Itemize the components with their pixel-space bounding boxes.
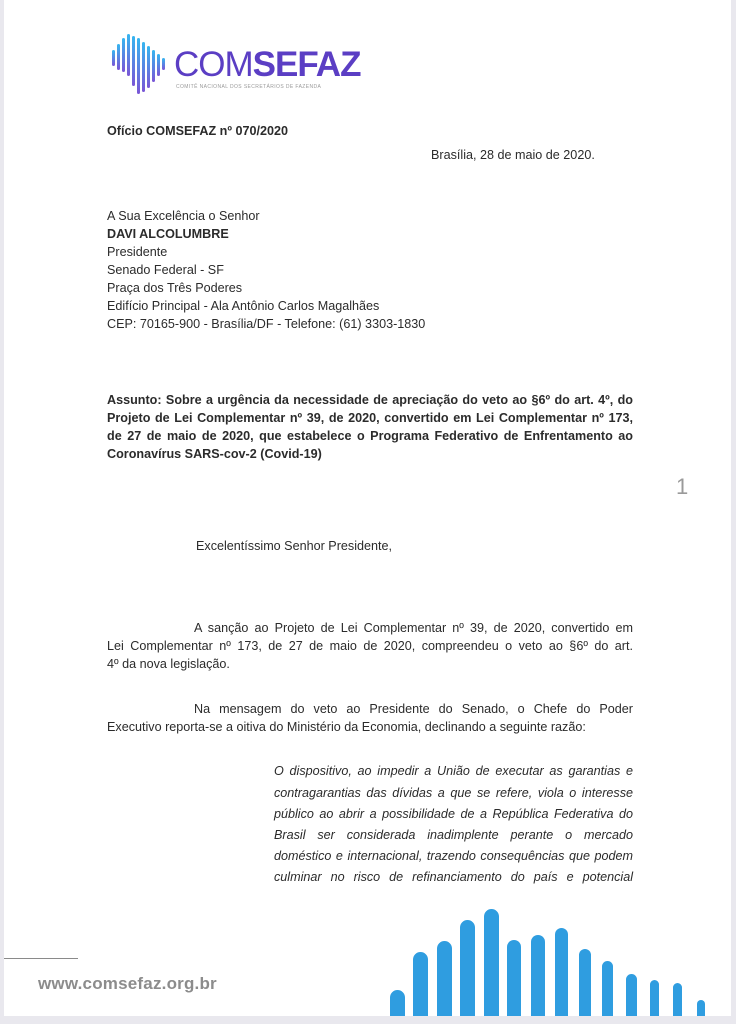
recipient-org: Senado Federal - SF	[107, 263, 224, 277]
recipient-address-1: Praça dos Três Poderes	[107, 281, 243, 295]
footer-divider	[4, 958, 78, 959]
logo-word-thin: COM	[174, 45, 253, 84]
footer-bar	[484, 909, 499, 1016]
recipient-address-3: CEP: 70165-900 - Brasília/DF - Telefone: (61) 3303-1830	[107, 317, 426, 331]
footer-bar	[626, 974, 637, 1016]
footer-bar	[650, 980, 659, 1016]
quote-line: público ao abrir a possibilidade de a República Federativa do	[274, 807, 633, 821]
footer-website-link[interactable]: www.comsefaz.org.br	[38, 974, 217, 993]
recipient-address-2: Edifício Principal - Ala Antônio Carlos Magalhães	[107, 299, 380, 313]
oficio-number: Ofício COMSEFAZ nº 070/2020	[107, 124, 288, 138]
logo-word-bold: SEFAZ	[252, 45, 361, 84]
paragraph-line: Executivo reporta-se a oitiva do Ministério da Economia, declinando a seguinte razão:	[107, 720, 586, 734]
logo-wordmark	[174, 46, 360, 84]
paragraph-line: A sanção ao Projeto de Lei Complementar nº 39, de 2020, convertido em	[194, 621, 633, 635]
recipient-name: DAVI ALCOLUMBRE	[107, 227, 229, 241]
paragraph-line: Lei Complementar nº 173, de 27 de maio de 2020, compreendeu o veto ao §6º do art.	[107, 639, 633, 653]
document-page	[4, 0, 731, 1016]
footer-bar	[437, 941, 452, 1016]
footer-bar	[579, 949, 591, 1016]
logo-subtitle: COMITÊ NACIONAL DOS SECRETÁRIOS DE FAZENDA	[176, 84, 322, 90]
brazil-map-bars-icon	[108, 32, 172, 98]
footer-bar	[460, 920, 475, 1016]
footer-bar	[697, 1000, 705, 1016]
paragraph-line: Na mensagem do veto ao Presidente do Senado, o Chefe do Poder	[194, 702, 633, 716]
recipient-role: Presidente	[107, 245, 168, 259]
quote-line: Brasil ser considerada inadimplente perante o mercado	[274, 828, 633, 842]
footer-bar	[531, 935, 545, 1016]
paragraph-line: 4º da nova legislação.	[107, 657, 230, 671]
quote-line: doméstico e internacional, trazendo consequências que podem	[274, 849, 633, 863]
footer-bar	[390, 990, 405, 1016]
page-number: 1	[676, 474, 689, 499]
recipient-greeting: A Sua Excelência o Senhor	[107, 209, 260, 223]
subject-line: Projeto de Lei Complementar nº 39, de 2020, convertido em Lei Complementar nº 173,	[107, 411, 633, 425]
letter-date: Brasília, 28 de maio de 2020.	[431, 148, 595, 162]
subject-line: Coronavírus SARS-cov-2 (Covid-19)	[107, 447, 322, 461]
footer-bar	[413, 952, 428, 1016]
quote-line: contragarantias das dívidas a que se refere, viola o interesse	[274, 786, 633, 800]
footer-bar	[673, 983, 682, 1016]
footer-decorative-bars	[384, 900, 730, 1016]
footer-bar	[507, 940, 521, 1016]
quote-line: culminar no risco de refinanciamento do país e potencial	[274, 870, 633, 884]
subject-line: Assunto: Sobre a urgência da necessidade de apreciação do veto ao §6º do art. 4º, do	[107, 393, 633, 407]
footer-bar	[602, 961, 613, 1016]
salutation: Excelentíssimo Senhor Presidente,	[196, 539, 393, 553]
quote-line: O dispositivo, ao impedir a União de executar as garantias e	[274, 764, 633, 778]
footer-bar	[555, 928, 568, 1016]
subject-line: de 27 de maio de 2020, que estabelece o Programa Federativo de Enfrentamento ao	[107, 429, 633, 443]
